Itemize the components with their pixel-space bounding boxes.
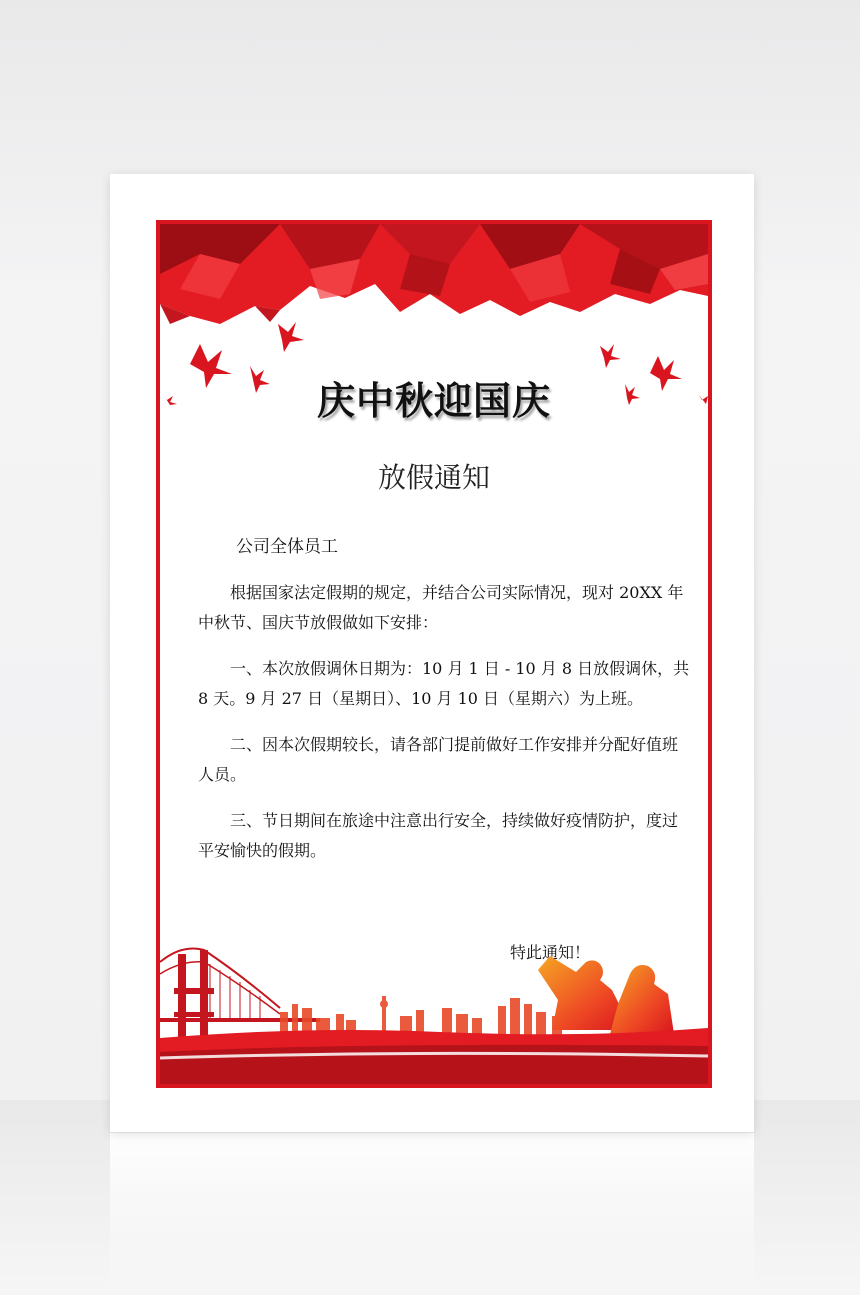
paragraph-item-2: 二、因本次假期较长，请各部门提前做好工作安排并分配好值班人员。 bbox=[198, 735, 679, 784]
workers-silhouette-icon bbox=[538, 956, 674, 1034]
salutation: 公司全体员工 bbox=[236, 537, 338, 557]
bottom-skyline-decoration bbox=[160, 934, 708, 1084]
notice-subtitle: 放假通知 bbox=[377, 461, 490, 494]
paragraph-item-3: 三、节日期间在旅途中注意出行安全，持续做好疫情防护，度过平安愉快的假期。 bbox=[198, 811, 679, 860]
red-frame bbox=[156, 220, 712, 1088]
notice-body bbox=[198, 532, 690, 882]
poster-reflection bbox=[110, 1133, 754, 1295]
paragraph-intro: 根据国家法定假期的规定，并结合公司实际情况，现对 20XX 年中秋节、国庆节放假做如下安排： bbox=[198, 583, 684, 632]
notice-poster bbox=[110, 174, 754, 1132]
notice-title: 庆中秋迎国庆 bbox=[316, 379, 551, 423]
sign-off: 特此通知！ bbox=[510, 943, 591, 962]
paragraph-item-1: 一、本次放假调休日期为：10 月 1 日 - 10 月 8 日放假调休，共 8 天。9 月 27 日（星期日）、10 月 10 日（星期六）为上班。 bbox=[198, 659, 690, 708]
